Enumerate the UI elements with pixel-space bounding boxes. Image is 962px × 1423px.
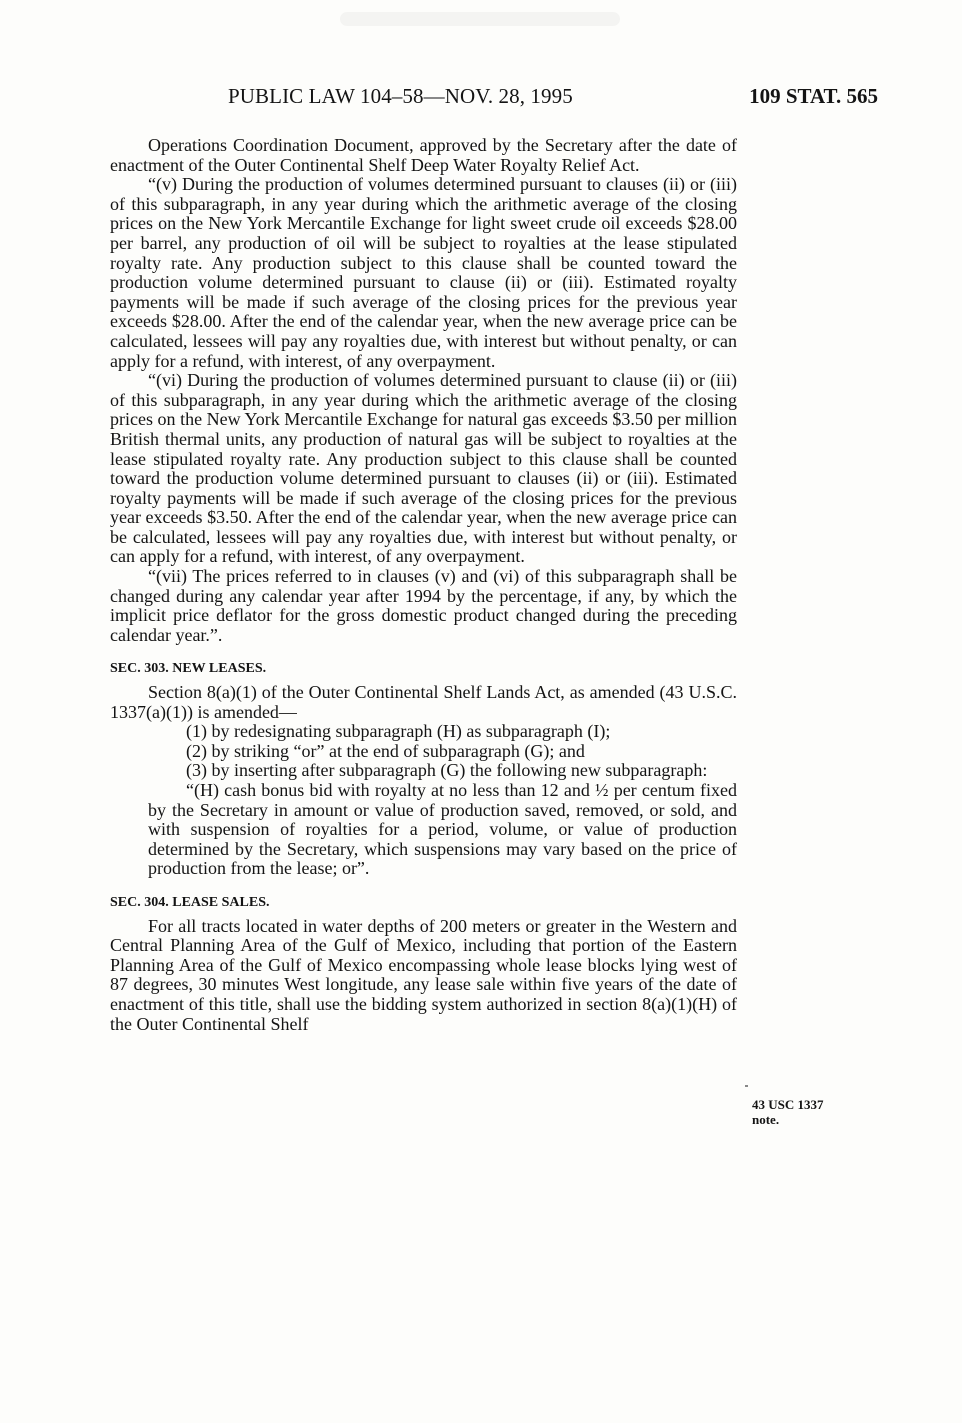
margin-tick [745,1085,748,1087]
section-304-text: For all tracts located in water depths of 200 meters or greater in the Western and Central Planning Area of the Gulf of Mexico, including that portion of the Eastern Planning Area of the Gulf of Mexico encompassing whole lease blocks lying west of 87 degrees, 30 minutes West longitude, any lease sale within five years of the date of enactment of this title, shall use the bidding system authorized in section 8(a)(1)(H) of the Outer Continental Shelf [110,915,737,1034]
section-303-quote: “(H) cash bonus bid with royalty at no less than 12 and ½ per centum fixed by the Secretary in amount or value of production saved, removed, or sold, and with suspension of royalties for a period, volume, or value of production determined by the Secretary, which suspensions may vary based on the price of production from the lease; or”. [148,780,737,879]
section-303-item-1 [110,722,737,742]
page-title: PUBLIC LAW 104–58—NOV. 28, 1995 [228,84,573,108]
section-303-item-1-text: (1) by redesignating subparagraph (H) as subparagraph (I); [186,721,611,742]
section-303-intro: Section 8(a)(1) of the Outer Continental Shelf Lands Act, as amended (43 U.S.C. 1337(a)(1)) is amended— [110,682,737,722]
margin-note-line-1: 43 USC 1337 [752,1097,824,1112]
stat-page-number: 109 STAT. 565 [749,84,878,108]
document-body [110,136,737,1034]
paragraph-clause-v: “(v) During the production of volumes determined pursuant to clauses (ii) or (iii) of this subparagraph, in any year during which the arithmetic average of the closing prices on the New York Mercantile Exchange for light sweet crude oil exceeds $28.00 per barrel, any production of oil will be subject to royalties at the lease stipulated royalty rate. Any production subject to this clause shall be counted toward the production volume determined pursuant to clause (ii) or (iii). Estimated royalty payments will be made if such average of the closing prices for the previous year exceeds $28.00. After the end of the calendar year, when the new average price can be calculated, lessees will pay any royalties due, with interest but without penalty, or can apply for a refund, with interest, of any overpayment. [110,174,737,371]
paragraph-clause-vii: “(vii) The prices referred to in clauses (v) and (vi) of this subparagraph shall be changed during any calendar year after 1994 by the percentage, if any, by which the implicit price deflator for the gross domestic product changed during the preceding calendar year.”. [110,566,737,645]
paragraph-clause-vi: “(vi) During the production of volumes determined pursuant to clause (ii) or (iii) of this subparagraph, in any year during which the arithmetic average of the closing prices on the New York Mercantile Exchange for natural gas exceeds $3.50 per million British thermal units, any production of natural gas will be subject to royalties at the lease stipulated royalty rate. Any production subject to this clause shall be counted toward the production volume determined pursuant to clauses (ii) or (iii). Estimated royalty payments will be made if such average of the closing prices for the previous year exceeds $3.50. After the end of the calendar year, when the new average price can be calculated, lessees will pay any royalties due, with interest but without penalty, or can apply for a refund, with interest, of any overpayment. [110,370,737,567]
section-303-heading: SEC. 303. NEW LEASES. [110,661,267,677]
section-304-heading: SEC. 304. LEASE SALES. [110,894,270,910]
margin-note-line-2: note. [752,1112,780,1127]
page-header [110,84,878,112]
section-303-item-2: (2) by striking “or” at the end of subparagraph (G); and [186,740,585,761]
section-303-item-3: (3) by inserting after subparagraph (G) the following new subparagraph: [186,760,708,781]
margin-citation-note [752,1097,852,1127]
scan-smudge [340,12,620,26]
paragraph-continuation: Operations Coordination Document, approved by the Secretary after the date of enactment of the Outer Continental Shelf Deep Water Royalty Relief Act. [110,135,737,175]
